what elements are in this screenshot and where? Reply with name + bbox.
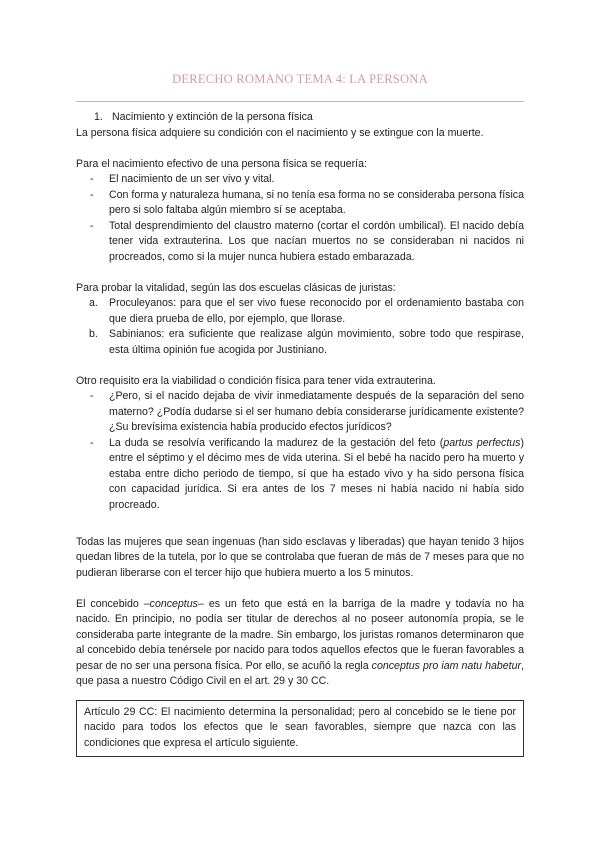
intro-paragraph: La persona física adquiere su condición con el nacimiento y se extingue con la muerte. — [76, 126, 484, 139]
dash-marker: - — [90, 188, 94, 201]
document-body — [76, 110, 524, 757]
list-item — [76, 327, 524, 358]
letter-marker: b. — [89, 328, 98, 340]
title-divider — [76, 101, 524, 102]
list-item — [76, 219, 524, 266]
list-item-text: Total desprendimiento del claustro materno (cortar el cordón umbilical). El nacido debía tener vida extrauterina. Los que nacían muertos no se consideraban ni nacidos ni procreados, como si la mujer nunca hubiera estado embarazada. — [109, 219, 524, 263]
list-item — [76, 188, 524, 219]
document-title: DERECHO ROMANO TEMA 4: LA PERSONA — [172, 72, 428, 86]
article-29-text: Artículo 29 CC: El nacimiento determina la personalidad; pero al concebido se le tiene por nacido para todos los efectos que le sean favorables, siempre que nazca con las condiciones que expresa el artículo siguiente. — [84, 705, 516, 749]
list-item-text: La duda se resolvía verificando la madurez de la gestación del feto (partus perfectus) entre el séptimo y el décimo mes de vida uterina. Si el bebé ha nacido pero ha muerto y estaba entre dicho periodo de tiempo, sí que ha estado vivo y ha sido persona física con capacidad jurídica. Si era antes de los 7 meses ni había nacido ni había sido procreado. — [109, 436, 525, 511]
dash-marker: - — [90, 390, 94, 402]
schools-intro: Para probar la vitalidad, según las dos escuelas clásicas de juristas: — [76, 281, 396, 294]
article-29-box — [76, 700, 524, 758]
list-item — [76, 389, 524, 436]
requirements-intro: Para el nacimiento efectivo de una persona física se requería: — [76, 157, 367, 170]
dash-marker: - — [90, 173, 94, 185]
ingenuas-paragraph: Todas las mujeres que sean ingenuas (han sido esclavas y liberadas) que hayan tenido 3 hijos quedan libres de la tutela, por lo que se controlaba que fueran de más de 7 meses para que no pudieran liberarse con el tercer hijo que hubiera muerto a los 5 minutos. — [76, 535, 524, 579]
section-heading-text: Nacimiento y extinción de la persona física — [112, 111, 313, 123]
latin-rule: conceptus pro iam natu habetur — [371, 659, 522, 672]
list-item — [76, 172, 524, 188]
section-heading — [76, 110, 524, 126]
dash-marker: - — [90, 219, 94, 232]
dash-marker: - — [90, 436, 94, 449]
viability-intro: Otro requisito era la viabilidad o condición física para tener vida extrauterina. — [76, 374, 436, 387]
list-item — [76, 436, 524, 514]
list-item-text: ¿Pero, si el nacido dejaba de vivir inmediatamente después de la separación del seno materno? ¿Podía dudarse si el ser humano debía considerarse jurídicamente existente? ¿Su brevísima existencia había producido efectos jurídicos? — [109, 390, 524, 433]
list-item — [76, 296, 524, 327]
conceptus-paragraph: El concebido –conceptus– es un feto que está en la barriga de la madre y todavía no ha nacido. En principio, no podía ser titular de derechos al no poseer autonomía propia, se le consideraba parte integrante de la madre. Sin embargo, los juristas romanos determinaron que al concebido debía tenérsele por nacido para todos aquellos efectos que le fueran favorables a pesar de no ser una persona física. Por ello, se acuñó la regla conceptus pro iam natu habetur, que pasa a nuestro Código Civil en el art. 29 y 30 CC. — [76, 597, 525, 687]
list-item-text: El nacimiento de un ser vivo y vital. — [109, 173, 275, 185]
letter-marker: a. — [89, 297, 98, 309]
latin-term: conceptus — [149, 597, 198, 610]
list-item-text: Con forma y naturaleza humana, si no tenía esa forma no se consideraba persona física pero si solo faltaba algún miembro sí se aceptaba. — [109, 188, 524, 216]
list-item-text: Sabinianos: era suficiente que realizase algún movimiento, sobre todo que respirase, esta última opinión fue acogida por Justiniano. — [109, 328, 524, 356]
section-number: 1. — [94, 111, 103, 123]
list-item-text: Proculeyanos: para que el ser vivo fuese reconocido por el ordenamiento bastaba con que diera prueba de ello, por ejemplo, que llorase. — [109, 297, 524, 325]
latin-term: partus perfectus — [443, 436, 521, 449]
